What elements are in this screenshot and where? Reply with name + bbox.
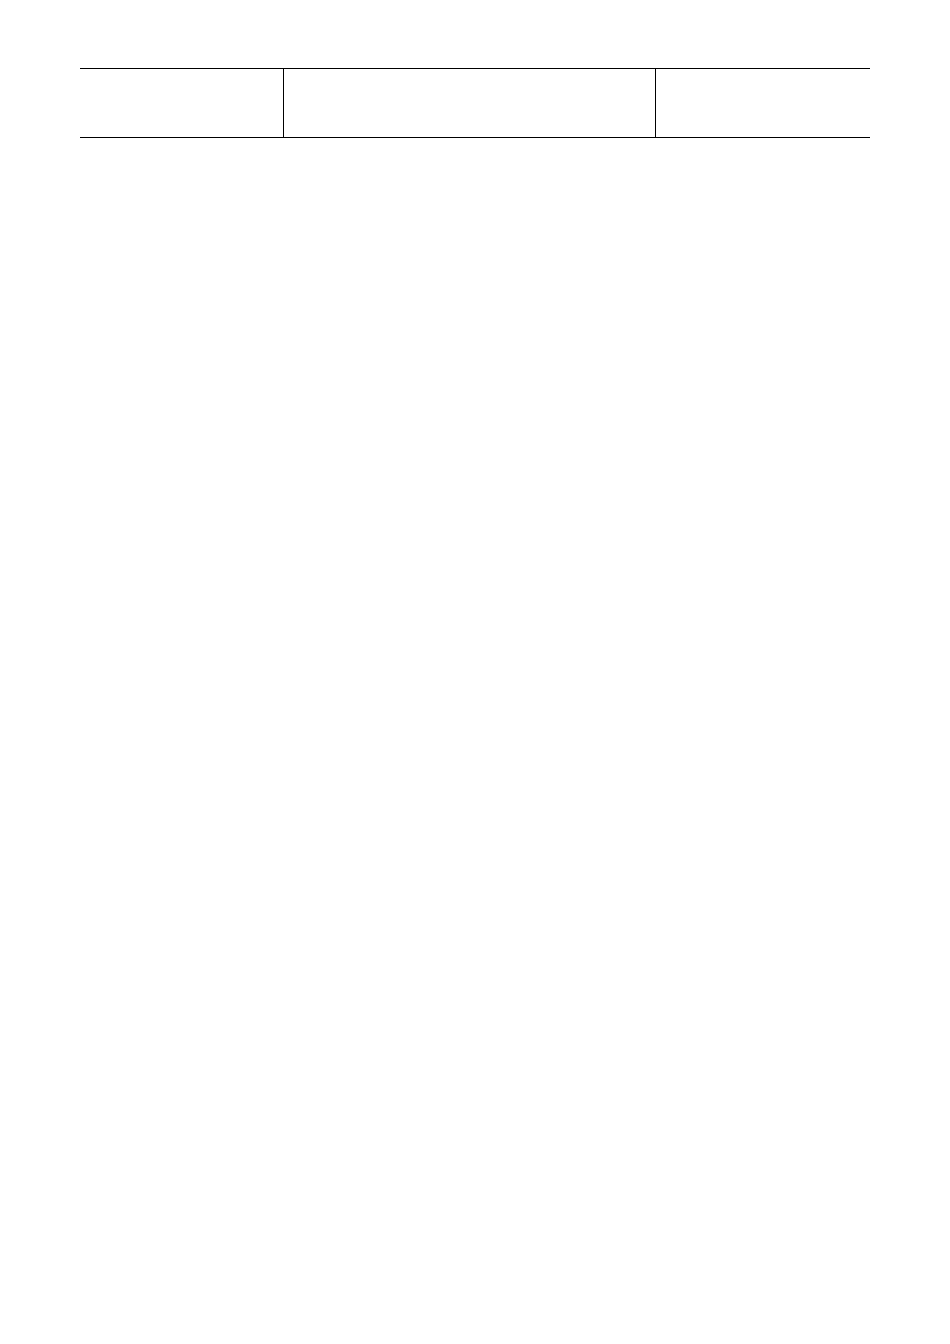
- case-2: [145, 1130, 810, 1145]
- header-divider: [655, 69, 656, 137]
- header-divider: [283, 69, 284, 137]
- question-2-block: [145, 1006, 810, 1021]
- header-motto: [285, 69, 654, 137]
- page-header: [80, 68, 870, 138]
- case-1: [145, 732, 810, 747]
